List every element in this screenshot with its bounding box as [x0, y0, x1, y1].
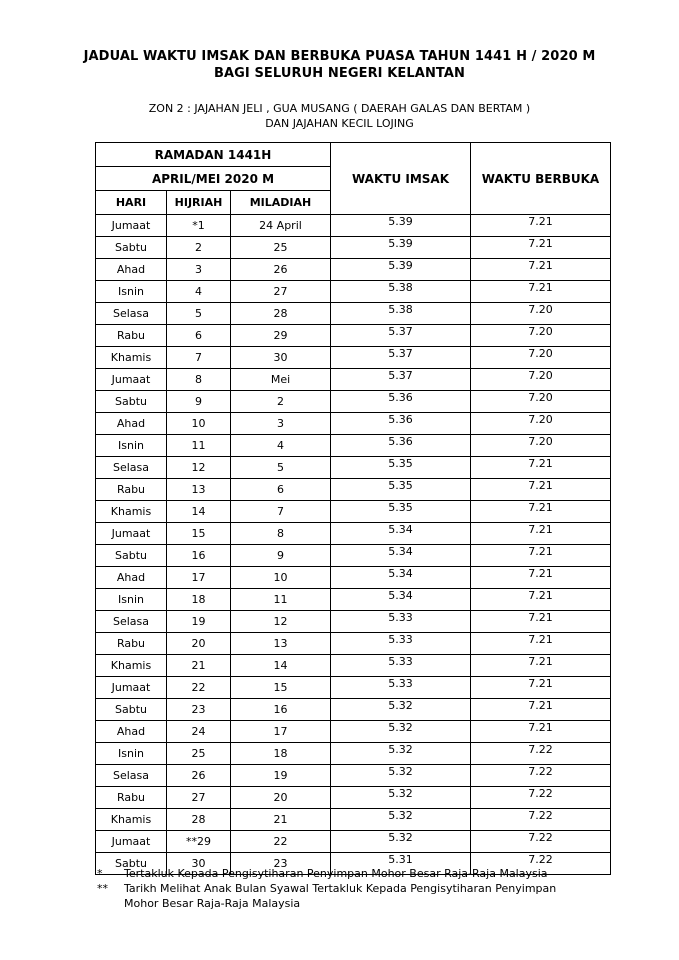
cell-hari: Khamis [96, 809, 167, 831]
table-row [96, 765, 611, 787]
table-row [96, 347, 611, 369]
cell-hari: Selasa [96, 303, 167, 325]
cell-miladiah: 23 [231, 853, 331, 875]
cell-hari: Ahad [96, 413, 167, 435]
footnotes [97, 866, 594, 911]
cell-hijriah: 18 [167, 589, 231, 611]
cell-hari: Isnin [96, 281, 167, 303]
cell-hijriah: 13 [167, 479, 231, 501]
cell-miladiah: 25 [231, 237, 331, 259]
cell-miladiah: 6 [231, 479, 331, 501]
cell-hijriah: 9 [167, 391, 231, 413]
cell-berbuka: 7.21 [471, 281, 611, 303]
table-row [96, 457, 611, 479]
cell-hari: Ahad [96, 567, 167, 589]
cell-hari: Khamis [96, 655, 167, 677]
cell-hari: Rabu [96, 633, 167, 655]
cell-hari: Ahad [96, 721, 167, 743]
table-row [96, 413, 611, 435]
cell-hijriah: 17 [167, 567, 231, 589]
table-row [96, 787, 611, 809]
cell-miladiah: 24 April [231, 215, 331, 237]
table-row [96, 369, 611, 391]
table-row [96, 435, 611, 457]
cell-miladiah: 15 [231, 677, 331, 699]
cell-hari: Sabtu [96, 545, 167, 567]
cell-miladiah: 19 [231, 765, 331, 787]
cell-hari: Sabtu [96, 391, 167, 413]
cell-imsak: 5.39 [331, 237, 471, 259]
cell-hijriah: 30 [167, 853, 231, 875]
table-row [96, 545, 611, 567]
cell-hari: Isnin [96, 743, 167, 765]
table-row [96, 677, 611, 699]
cell-berbuka: 7.20 [471, 391, 611, 413]
table-row [96, 589, 611, 611]
cell-berbuka: 7.21 [471, 567, 611, 589]
cell-berbuka: 7.22 [471, 765, 611, 787]
cell-hari: Khamis [96, 347, 167, 369]
table-row [96, 325, 611, 347]
cell-imsak: 5.36 [331, 413, 471, 435]
cell-imsak: 5.34 [331, 589, 471, 611]
header-april-mei: APRIL/MEI 2020 M [96, 167, 331, 191]
table-row [96, 237, 611, 259]
header-hijriah: HIJRIAH [167, 191, 231, 215]
table-row [96, 831, 611, 853]
cell-berbuka: 7.21 [471, 215, 611, 237]
cell-imsak: 5.33 [331, 611, 471, 633]
cell-berbuka: 7.21 [471, 655, 611, 677]
cell-hari: Sabtu [96, 237, 167, 259]
cell-hari: Jumaat [96, 831, 167, 853]
cell-miladiah: 29 [231, 325, 331, 347]
cell-berbuka: 7.21 [471, 633, 611, 655]
header-waktu-imsak: WAKTU IMSAK [331, 143, 471, 215]
cell-miladiah: 14 [231, 655, 331, 677]
cell-miladiah: 20 [231, 787, 331, 809]
cell-hijriah: 7 [167, 347, 231, 369]
cell-imsak: 5.34 [331, 545, 471, 567]
cell-berbuka: 7.20 [471, 369, 611, 391]
cell-hari: Jumaat [96, 677, 167, 699]
cell-miladiah: 17 [231, 721, 331, 743]
footnote-text: Tertakluk Kepada Pengisytiharan Penyimpan Mohor Besar Raja-Raja Malaysia [124, 867, 548, 880]
cell-miladiah: 18 [231, 743, 331, 765]
zone-line-2: DAN JAJAHAN KECIL LOJING [265, 117, 414, 130]
schedule-table [95, 142, 611, 875]
cell-imsak: 5.37 [331, 325, 471, 347]
zone-line-1: ZON 2 : JAJAHAN JELI , GUA MUSANG ( DAERAH GALAS DAN BERTAM ) [148, 102, 531, 115]
cell-berbuka: 7.20 [471, 347, 611, 369]
cell-miladiah: 30 [231, 347, 331, 369]
cell-hijriah: 22 [167, 677, 231, 699]
cell-berbuka: 7.22 [471, 743, 611, 765]
cell-hijriah: 14 [167, 501, 231, 523]
cell-hijriah: 10 [167, 413, 231, 435]
cell-miladiah: 4 [231, 435, 331, 457]
cell-miladiah: 27 [231, 281, 331, 303]
cell-imsak: 5.34 [331, 567, 471, 589]
cell-hijriah: 8 [167, 369, 231, 391]
cell-hari: Selasa [96, 611, 167, 633]
footnote-text: Tarikh Melihat Anak Bulan Syawal Tertakluk Kepada Pengisytiharan Penyimpan Mohor Besar Raja-Raja Malaysia [124, 882, 557, 910]
cell-hari: Selasa [96, 457, 167, 479]
cell-miladiah: 5 [231, 457, 331, 479]
cell-imsak: 5.32 [331, 765, 471, 787]
cell-berbuka: 7.20 [471, 303, 611, 325]
cell-hijriah: 5 [167, 303, 231, 325]
cell-berbuka: 7.22 [471, 853, 611, 875]
cell-imsak: 5.38 [331, 303, 471, 325]
cell-imsak: 5.32 [331, 699, 471, 721]
cell-miladiah: 16 [231, 699, 331, 721]
cell-berbuka: 7.21 [471, 259, 611, 281]
table-body [96, 215, 611, 875]
cell-miladiah: 12 [231, 611, 331, 633]
cell-imsak: 5.39 [331, 215, 471, 237]
table-row [96, 391, 611, 413]
cell-imsak: 5.31 [331, 853, 471, 875]
table-row [96, 215, 611, 237]
cell-hijriah: 25 [167, 743, 231, 765]
cell-miladiah: 28 [231, 303, 331, 325]
header-hari: HARI [96, 191, 167, 215]
cell-berbuka: 7.20 [471, 325, 611, 347]
cell-imsak: 5.38 [331, 281, 471, 303]
cell-hari: Khamis [96, 501, 167, 523]
cell-hijriah: 16 [167, 545, 231, 567]
cell-miladiah: 8 [231, 523, 331, 545]
cell-miladiah: 3 [231, 413, 331, 435]
cell-miladiah: 22 [231, 831, 331, 853]
cell-berbuka: 7.22 [471, 831, 611, 853]
cell-berbuka: 7.21 [471, 479, 611, 501]
cell-imsak: 5.35 [331, 457, 471, 479]
cell-hijriah: 19 [167, 611, 231, 633]
table-row [96, 699, 611, 721]
cell-imsak: 5.39 [331, 259, 471, 281]
cell-berbuka: 7.21 [471, 677, 611, 699]
cell-imsak: 5.32 [331, 721, 471, 743]
cell-imsak: 5.36 [331, 391, 471, 413]
cell-miladiah: 10 [231, 567, 331, 589]
footnote [97, 881, 594, 911]
cell-hari: Jumaat [96, 369, 167, 391]
table-row [96, 479, 611, 501]
cell-hijriah: 12 [167, 457, 231, 479]
table-row [96, 721, 611, 743]
table-row [96, 743, 611, 765]
cell-berbuka: 7.21 [471, 611, 611, 633]
cell-imsak: 5.36 [331, 435, 471, 457]
cell-hari: Rabu [96, 325, 167, 347]
title-line-1: JADUAL WAKTU IMSAK DAN BERBUKA PUASA TAHUN 1441 H / 2020 M [83, 49, 596, 64]
cell-berbuka: 7.22 [471, 809, 611, 831]
cell-berbuka: 7.21 [471, 523, 611, 545]
cell-hijriah: 3 [167, 259, 231, 281]
cell-imsak: 5.33 [331, 677, 471, 699]
cell-hari: Rabu [96, 479, 167, 501]
cell-hari: Sabtu [96, 699, 167, 721]
table-row [96, 611, 611, 633]
table-row [96, 633, 611, 655]
table-row [96, 501, 611, 523]
cell-berbuka: 7.22 [471, 787, 611, 809]
cell-imsak: 5.32 [331, 831, 471, 853]
cell-hijriah: 21 [167, 655, 231, 677]
cell-hijriah: 26 [167, 765, 231, 787]
header-miladiah: MILADIAH [231, 191, 331, 215]
cell-hari: Selasa [96, 765, 167, 787]
cell-berbuka: 7.21 [471, 457, 611, 479]
table-row [96, 567, 611, 589]
cell-imsak: 5.35 [331, 479, 471, 501]
cell-imsak: 5.33 [331, 633, 471, 655]
cell-miladiah: 7 [231, 501, 331, 523]
zone-subtitle [0, 101, 679, 131]
table-row [96, 259, 611, 281]
table-row [96, 809, 611, 831]
cell-hijriah: 28 [167, 809, 231, 831]
cell-miladiah: 13 [231, 633, 331, 655]
cell-miladiah: 21 [231, 809, 331, 831]
cell-imsak: 5.32 [331, 787, 471, 809]
header-waktu-berbuka: WAKTU BERBUKA [471, 143, 611, 215]
cell-hijriah: **29 [167, 831, 231, 853]
table-row [96, 655, 611, 677]
cell-miladiah: Mei [231, 369, 331, 391]
cell-miladiah: 9 [231, 545, 331, 567]
cell-hijriah: 20 [167, 633, 231, 655]
cell-berbuka: 7.20 [471, 435, 611, 457]
cell-miladiah: 11 [231, 589, 331, 611]
cell-berbuka: 7.20 [471, 413, 611, 435]
cell-hari: Isnin [96, 435, 167, 457]
table-row [96, 303, 611, 325]
document-title [0, 48, 679, 82]
cell-hijriah: 15 [167, 523, 231, 545]
cell-hijriah: *1 [167, 215, 231, 237]
cell-berbuka: 7.21 [471, 589, 611, 611]
cell-imsak: 5.33 [331, 655, 471, 677]
cell-hijriah: 4 [167, 281, 231, 303]
cell-berbuka: 7.21 [471, 545, 611, 567]
cell-imsak: 5.37 [331, 369, 471, 391]
cell-hijriah: 23 [167, 699, 231, 721]
cell-hijriah: 27 [167, 787, 231, 809]
cell-berbuka: 7.21 [471, 699, 611, 721]
cell-hijriah: 6 [167, 325, 231, 347]
cell-miladiah: 2 [231, 391, 331, 413]
title-line-2: BAGI SELURUH NEGERI KELANTAN [213, 66, 466, 81]
cell-imsak: 5.32 [331, 743, 471, 765]
cell-miladiah: 26 [231, 259, 331, 281]
table-row [96, 281, 611, 303]
cell-hari: Jumaat [96, 215, 167, 237]
cell-imsak: 5.35 [331, 501, 471, 523]
footnote-mark: * [97, 867, 103, 880]
cell-hijriah: 2 [167, 237, 231, 259]
table-row [96, 523, 611, 545]
cell-hari: Rabu [96, 787, 167, 809]
header-ramadan: RAMADAN 1441H [96, 143, 331, 167]
cell-hijriah: 24 [167, 721, 231, 743]
cell-hari: Ahad [96, 259, 167, 281]
cell-imsak: 5.32 [331, 809, 471, 831]
cell-imsak: 5.37 [331, 347, 471, 369]
cell-hari: Isnin [96, 589, 167, 611]
cell-hari: Sabtu [96, 853, 167, 875]
cell-hari: Jumaat [96, 523, 167, 545]
cell-hijriah: 11 [167, 435, 231, 457]
footnote [97, 866, 594, 881]
cell-berbuka: 7.21 [471, 721, 611, 743]
cell-berbuka: 7.21 [471, 501, 611, 523]
cell-berbuka: 7.21 [471, 237, 611, 259]
footnote-mark: ** [97, 882, 108, 895]
cell-imsak: 5.34 [331, 523, 471, 545]
